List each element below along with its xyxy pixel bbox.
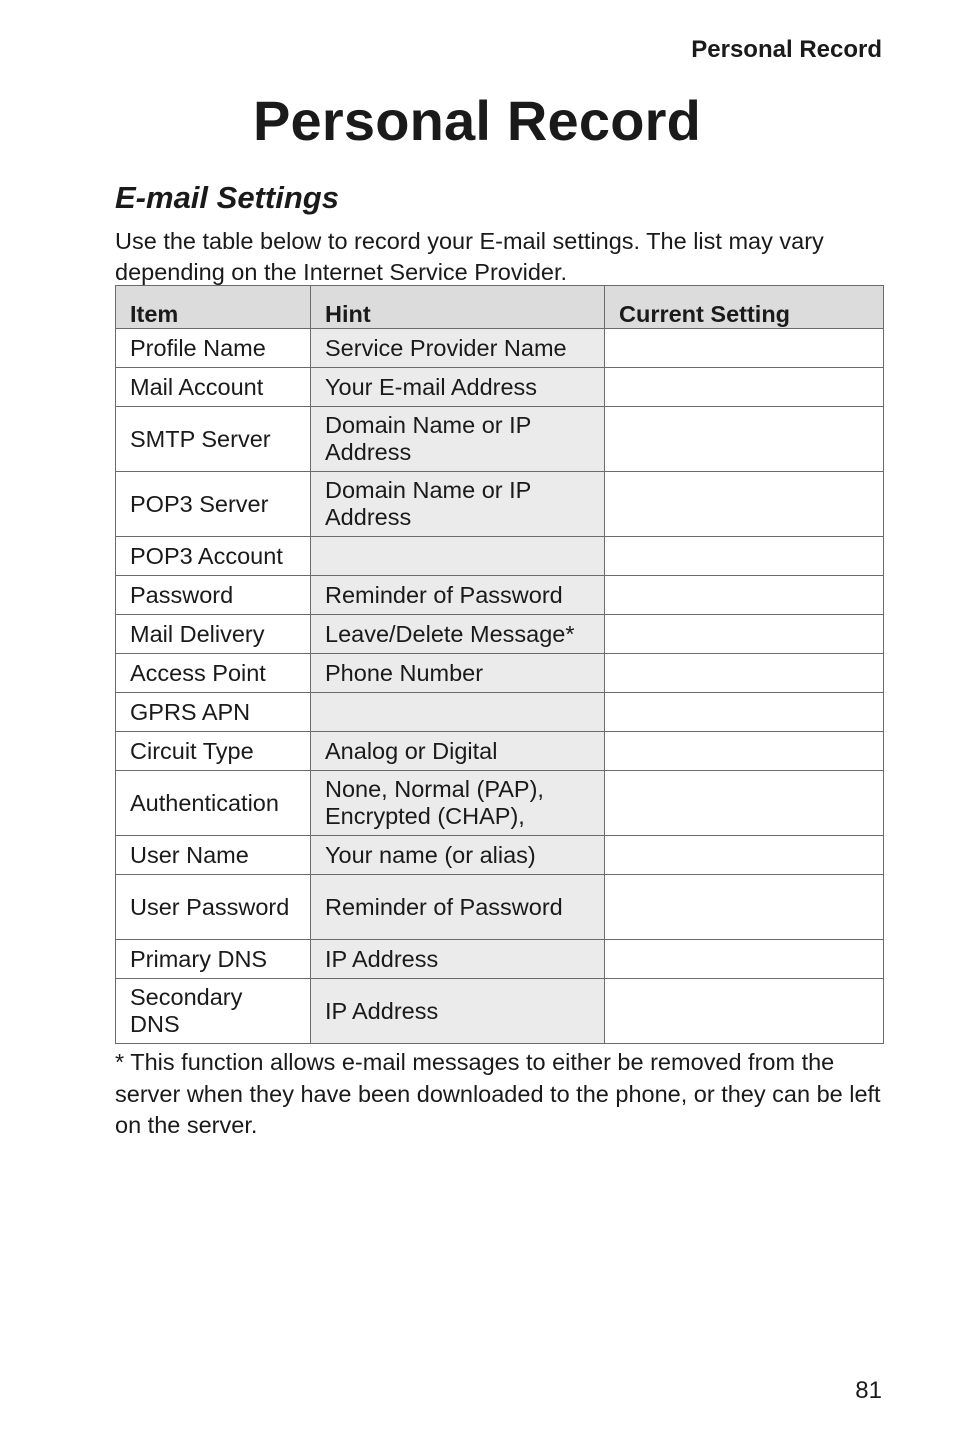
table-row	[116, 875, 884, 940]
table-header-row	[116, 286, 884, 329]
hint-cell: Leave/Delete Message*	[311, 615, 605, 654]
hint-cell: Your E-mail Address	[311, 368, 605, 407]
current-setting-cell[interactable]	[605, 576, 884, 615]
table-row	[116, 576, 884, 615]
item-cell: Circuit Type	[116, 732, 311, 771]
hint-cell: Phone Number	[311, 654, 605, 693]
column-header-item: Item	[116, 286, 311, 329]
table-row	[116, 940, 884, 979]
current-setting-cell[interactable]	[605, 472, 884, 537]
table-row	[116, 979, 884, 1044]
item-cell: Primary DNS	[116, 940, 311, 979]
current-setting-cell[interactable]	[605, 836, 884, 875]
item-cell: User Name	[116, 836, 311, 875]
hint-cell: Domain Name or IP Address	[311, 407, 605, 472]
hint-cell	[311, 537, 605, 576]
table-row	[116, 693, 884, 732]
hint-cell: Reminder of Password	[311, 875, 605, 940]
running-header: Personal Record	[691, 36, 882, 63]
hint-cell: Service Provider Name	[311, 329, 605, 368]
item-cell: SMTP Server	[116, 407, 311, 472]
item-cell: POP3 Account	[116, 537, 311, 576]
current-setting-cell[interactable]	[605, 368, 884, 407]
item-cell: Authentication	[116, 771, 311, 836]
item-cell: GPRS APN	[116, 693, 311, 732]
item-cell: Secondary DNS	[116, 979, 311, 1044]
page-title: Personal Record	[252, 89, 702, 152]
current-setting-cell[interactable]	[605, 537, 884, 576]
column-header-hint: Hint	[311, 286, 605, 329]
table-row	[116, 537, 884, 576]
table-body	[116, 329, 884, 1044]
item-cell: Mail Delivery	[116, 615, 311, 654]
item-cell: Mail Account	[116, 368, 311, 407]
table-row	[116, 732, 884, 771]
item-cell: Profile Name	[116, 329, 311, 368]
hint-cell: Your name (or alias)	[311, 836, 605, 875]
current-setting-cell[interactable]	[605, 940, 884, 979]
current-setting-cell[interactable]	[605, 875, 884, 940]
hint-cell: Reminder of Password	[311, 576, 605, 615]
hint-cell: IP Address	[311, 979, 605, 1044]
current-setting-cell[interactable]	[605, 771, 884, 836]
column-header-current-setting: Current Setting	[605, 286, 884, 329]
current-setting-cell[interactable]	[605, 979, 884, 1044]
current-setting-cell[interactable]	[605, 693, 884, 732]
table-row	[116, 407, 884, 472]
section-title: E-mail Settings	[115, 180, 339, 215]
table-row	[116, 836, 884, 875]
table-row	[116, 472, 884, 537]
hint-cell: IP Address	[311, 940, 605, 979]
footnote: * This function allows e-mail messages to either be removed from the server when they have been downloaded to the phone, or they can be left on the server.	[115, 1049, 881, 1138]
page-number: 81	[855, 1377, 882, 1404]
item-cell: Access Point	[116, 654, 311, 693]
current-setting-cell[interactable]	[605, 654, 884, 693]
intro-paragraph: Use the table below to record your E-mail settings. The list may vary depending on the Internet Service Provider.	[115, 228, 824, 285]
table-row	[116, 771, 884, 836]
hint-cell: Domain Name or IP Address	[311, 472, 605, 537]
table-row	[116, 368, 884, 407]
hint-cell: Analog or Digital	[311, 732, 605, 771]
table-row	[116, 329, 884, 368]
item-cell: Password	[116, 576, 311, 615]
current-setting-cell[interactable]	[605, 615, 884, 654]
current-setting-cell[interactable]	[605, 329, 884, 368]
hint-cell: None, Normal (PAP), Encrypted (CHAP),	[311, 771, 605, 836]
email-settings-table	[115, 285, 884, 1044]
item-cell: POP3 Server	[116, 472, 311, 537]
current-setting-cell[interactable]	[605, 732, 884, 771]
table-row	[116, 615, 884, 654]
table-row	[116, 654, 884, 693]
hint-cell	[311, 693, 605, 732]
item-cell: User Password	[116, 875, 311, 940]
current-setting-cell[interactable]	[605, 407, 884, 472]
